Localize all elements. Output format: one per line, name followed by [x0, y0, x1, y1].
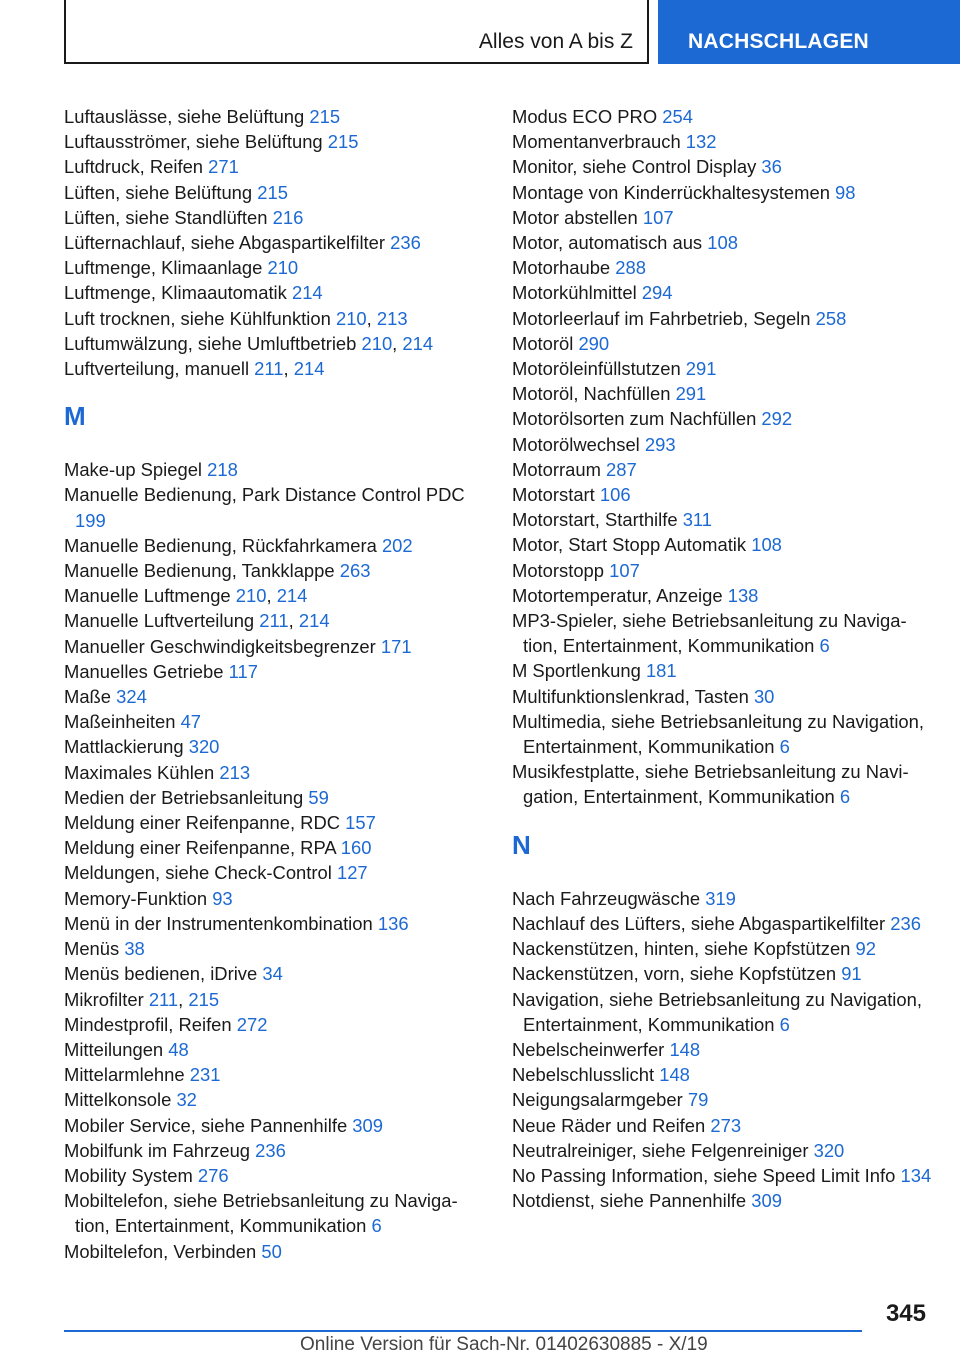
index-entry: [512, 406, 932, 431]
index-entry-term: Mobiltelefon, Verbinden: [64, 1240, 257, 1262]
page-reference-link[interactable]: 171: [380, 635, 412, 657]
index-entry: [512, 911, 932, 936]
page-reference-link[interactable]: 30: [753, 685, 775, 707]
index-entry-term: Mobility System: [64, 1164, 193, 1186]
index-entry-term: Menü in der Instrumentenkombination: [64, 912, 373, 934]
footer-divider: [64, 1330, 862, 1332]
page-reference-link[interactable]: 215: [309, 106, 341, 127]
index-entry: [512, 709, 932, 759]
index-entry: [64, 1062, 484, 1087]
index-entry-term: Navigation, siehe Betriebsanleitung zu Navigation, Entertainment, Kommunikation: [512, 988, 922, 1035]
page-reference-link[interactable]: 157: [345, 812, 376, 834]
page-reference-link[interactable]: 79: [687, 1089, 709, 1111]
index-entry-term: Nackenstützen, vorn, siehe Kopfstützen: [512, 963, 837, 985]
index-entry: [64, 785, 484, 810]
index-entry-term: Manuelle Luftmenge: [64, 585, 231, 607]
index-entry-term: Motor abstellen: [512, 206, 638, 228]
index-entry-term: Mobiltelefon, siehe Betriebsanleitung zu Navigation, Entertainment, Kommunikation: [64, 1190, 458, 1237]
index-entry-term: Mittelarmlehne: [64, 1064, 185, 1086]
page-reference-link[interactable]: 148: [669, 1038, 701, 1060]
index-entry: [64, 810, 484, 835]
page-reference-link[interactable]: 210: [335, 307, 367, 329]
index-entry: [512, 1037, 932, 1062]
index-entry: [64, 961, 484, 986]
index-entry: [64, 709, 484, 734]
page-reference-link[interactable]: 320: [813, 1139, 845, 1161]
page-reference-link[interactable]: 292: [761, 408, 793, 430]
page-reference-link[interactable]: 91: [841, 963, 862, 985]
index-entry: [64, 280, 484, 305]
index-entry-term: Manuelle Luftverteilung: [64, 610, 255, 632]
page-reference-link[interactable]: 6: [779, 736, 790, 758]
index-entry-term: Musikfestplatte, siehe Betriebsanleitung zu Navigation, Entertainment, Kommunikation: [512, 761, 909, 808]
page-reference-link[interactable]: 271: [208, 156, 239, 178]
page-reference-link[interactable]: 263: [339, 560, 371, 582]
index-entry: [64, 1188, 484, 1238]
index-entry-term: Mikrofilter: [64, 988, 144, 1010]
page-reference-link[interactable]: 211: [254, 358, 284, 380]
page-reference-link[interactable]: 311: [682, 509, 713, 531]
index-entry-term: Luftverteilung, manuell: [64, 358, 250, 380]
page-reference-link[interactable]: 6: [779, 1013, 790, 1035]
page-reference-link[interactable]: 202: [381, 534, 413, 556]
index-entry: Manuelle Luftmenge 210, 214: [64, 585, 308, 607]
index-entry: [64, 659, 484, 684]
page-reference-link[interactable]: 98: [835, 181, 856, 203]
page-reference-link[interactable]: 276: [197, 1164, 229, 1186]
index-entry-term: Mindestprofil, Reifen: [64, 1013, 232, 1035]
index-letter-heading: M: [64, 401, 86, 432]
index-entry: [512, 684, 932, 709]
index-entry-term: Maßeinheiten: [64, 711, 176, 733]
index-entry: [64, 533, 484, 558]
index-entry: [512, 356, 932, 381]
index-entry-term: Luftausströmer, siehe Belüftung: [64, 131, 323, 153]
index-entry-term: Motorkühlmittel: [512, 282, 637, 304]
page-reference-link[interactable]: 293: [644, 433, 676, 455]
page-reference-link[interactable]: 214: [293, 358, 325, 380]
index-entry: [512, 432, 932, 457]
page-reference-link[interactable]: 258: [815, 307, 847, 329]
page-reference-link[interactable]: 215: [327, 131, 359, 153]
index-entry-term: Motorraum: [512, 458, 601, 480]
index-entry-term: Manuelle Bedienung, Tankklappe: [64, 560, 335, 582]
page-reference-link[interactable]: 132: [685, 131, 717, 153]
page-reference-link[interactable]: 93: [212, 887, 233, 909]
page-reference-link[interactable]: 291: [675, 383, 707, 405]
index-entry-term: Nebelschlusslicht: [512, 1064, 655, 1086]
index-entry-term: Medien der Betriebsanleitung: [64, 786, 304, 808]
index-entry-term: Nach Fahrzeugwäsche: [512, 887, 701, 909]
index-entry: [512, 1138, 932, 1163]
page-reference-link[interactable]: 236: [390, 232, 421, 254]
index-column-left: [64, 104, 484, 1264]
page-reference-link[interactable]: 50: [261, 1240, 282, 1262]
index-entry-term: Luftdruck, Reifen: [64, 156, 204, 178]
index-entry-term: Maße: [64, 686, 112, 708]
page-reference-link[interactable]: 6: [371, 1215, 382, 1237]
page-reference-link[interactable]: 319: [705, 887, 736, 909]
index-entry: [512, 129, 932, 154]
index-letter-heading: N: [512, 829, 531, 860]
index-entry-term: Motorölsorten zum Nachfüllen: [512, 408, 757, 430]
page-reference-link[interactable]: 215: [188, 988, 220, 1010]
page-reference-link[interactable]: 36: [761, 156, 782, 178]
index-entry: [64, 1037, 484, 1062]
index-entry-term: Motorleerlauf im Fahrbetrieb, Segeln: [512, 307, 811, 329]
index-entry-term: Manuelle Bedienung, Park Distance Control PDC: [64, 484, 465, 506]
index-entry-term: Luftauslässe, siehe Belüftung: [64, 106, 305, 127]
index-entry-term: No Passing Information, siehe Speed Limit Info: [512, 1164, 896, 1186]
page-reference-link[interactable]: 59: [308, 786, 329, 808]
index-entry: [64, 1087, 484, 1112]
page-reference-link[interactable]: 236: [890, 912, 921, 934]
index-entry: [512, 331, 932, 356]
index-entry-term: Motoröl: [512, 332, 574, 354]
index-entry-term: Manuelle Bedienung, Rückfahrkamera: [64, 534, 377, 556]
index-entry: [64, 936, 484, 961]
page-reference-link[interactable]: 127: [336, 862, 368, 884]
index-entry-term: Luftumwälzung, siehe Umluftbetrieb: [64, 332, 357, 354]
index-entry-term: Make-up Spiegel: [64, 459, 203, 481]
index-entry: [64, 154, 484, 179]
page-reference-link[interactable]: 214: [402, 332, 434, 354]
index-column-right: [512, 104, 932, 1213]
index-entry: [64, 482, 484, 532]
index-entry: [512, 1087, 932, 1112]
page-reference-link[interactable]: 92: [855, 938, 876, 960]
page-reference-link[interactable]: 148: [659, 1064, 690, 1086]
index-entry: [64, 230, 484, 255]
page-reference-link[interactable]: 32: [176, 1089, 197, 1111]
index-entry: [512, 1163, 932, 1188]
page-reference-link[interactable]: 138: [727, 584, 759, 606]
index-entry: [512, 205, 932, 230]
page-reference-link[interactable]: 210: [267, 257, 299, 279]
page-reference-link[interactable]: 211: [148, 988, 179, 1010]
page-reference-link[interactable]: 108: [707, 232, 738, 254]
index-entry: [512, 608, 932, 658]
page-reference-link[interactable]: 210: [235, 585, 267, 607]
index-entry-term: Modus ECO PRO: [512, 106, 658, 127]
index-entry-term: Motorstopp: [512, 559, 604, 581]
index-entry: [64, 129, 484, 154]
index-entry: [512, 154, 932, 179]
page-reference-link[interactable]: 213: [219, 761, 251, 783]
page-reference-link[interactable]: 106: [599, 484, 631, 506]
index-entry: [512, 280, 932, 305]
index-entry: [512, 886, 932, 911]
index-entry-term: Neue Räder und Reifen: [512, 1114, 706, 1136]
index-entry: [64, 860, 484, 885]
index-entry-term: Montage von Kinderrückhaltesystemen: [512, 181, 830, 203]
page-reference-link[interactable]: 320: [188, 736, 220, 758]
page-reference-link[interactable]: 117: [228, 660, 258, 682]
index-entry-term: Lüfternachlauf, siehe Abgaspartikelfilter: [64, 232, 386, 254]
page-reference-link[interactable]: 291: [685, 358, 717, 380]
index-entry-term: Multifunktionslenkrad, Tasten: [512, 685, 749, 707]
index-entry-term: Lüften, siehe Standlüften: [64, 206, 268, 228]
page-reference-link[interactable]: 199: [75, 509, 106, 531]
page-reference-link[interactable]: 272: [236, 1013, 268, 1035]
index-entry: [512, 104, 932, 129]
index-entry-term: Maximales Kühlen: [64, 761, 215, 783]
index-entry: [64, 1239, 484, 1264]
index-entry-term: Neutralreiniger, siehe Felgenreiniger: [512, 1139, 809, 1161]
index-entry: [512, 583, 932, 608]
index-entry: [512, 658, 932, 683]
page-reference-link[interactable]: 48: [168, 1038, 189, 1060]
page-reference-link[interactable]: 273: [710, 1114, 742, 1136]
index-entry: [64, 684, 484, 709]
header-title-box: [64, 0, 649, 64]
index-entry-term: Manueller Geschwindigkeitsbegrenzer: [64, 635, 376, 657]
index-entry: [64, 886, 484, 911]
index-entry: [64, 1012, 484, 1037]
page-reference-link[interactable]: 181: [645, 660, 677, 682]
page-reference-link[interactable]: 288: [615, 257, 646, 279]
index-entry: [64, 180, 484, 205]
index-entry: [512, 936, 932, 961]
page-reference-link[interactable]: 218: [207, 459, 238, 481]
index-entry-term: Motor, automatisch aus: [512, 232, 703, 254]
page-reference-link[interactable]: 34: [262, 963, 283, 985]
page-reference-link[interactable]: 290: [578, 332, 610, 354]
index-entry: [64, 1138, 484, 1163]
index-entry-term: Motorhaube: [512, 257, 611, 279]
index-entry-term: Luft trocknen, siehe Kühlfunktion: [64, 307, 331, 329]
index-entry: [512, 457, 932, 482]
page-reference-link[interactable]: 236: [255, 1139, 286, 1161]
index-entry: [512, 180, 932, 205]
page-reference-link[interactable]: 107: [642, 206, 674, 228]
index-entry: [512, 1062, 932, 1087]
index-entry: [64, 734, 484, 759]
index-entry-term: Momentanverbrauch: [512, 131, 681, 153]
index-entry: [64, 1113, 484, 1138]
page-reference-link[interactable]: 309: [751, 1190, 782, 1212]
page-reference-link[interactable]: 215: [257, 181, 288, 203]
page-reference-link[interactable]: 294: [641, 282, 673, 304]
header-section-tab[interactable]: [658, 0, 960, 64]
index-entry-term: Motoröleinfüllstutzen: [512, 358, 681, 380]
index-entry-term: Multimedia, siehe Betriebsanleitung zu Navigation, Entertainment, Kommunikation: [512, 710, 924, 758]
index-entry: [512, 987, 932, 1037]
index-entry-term: Mittelkonsole: [64, 1089, 172, 1111]
index-entry: Luftverteilung, manuell 211, 214: [64, 358, 325, 380]
index-entry: [64, 255, 484, 280]
index-entry: [512, 507, 932, 532]
index-entry-term: Mobiler Service, siehe Pannenhilfe: [64, 1114, 348, 1136]
index-entry: [512, 255, 932, 280]
page-reference-link[interactable]: 160: [340, 837, 372, 859]
index-entry: [64, 634, 484, 659]
index-entry-term: Mitteilungen: [64, 1038, 164, 1060]
page-reference-link[interactable]: 134: [900, 1164, 932, 1186]
online-version-note: Online Version für Sach-Nr. 01402630885 - X/19: [300, 1334, 708, 1355]
index-entry-term: Motorstart: [512, 484, 595, 506]
index-entry-term: Memory-Funktion: [64, 887, 208, 909]
index-entry: [512, 230, 932, 255]
index-entry: [512, 558, 932, 583]
page-reference-link[interactable]: 309: [352, 1114, 383, 1136]
index-entry-term: Motorstart, Starthilfe: [512, 509, 678, 531]
index-entry: [64, 835, 484, 860]
index-entry: [512, 1188, 932, 1213]
index-entry-term: Nachlauf des Lüfters, siehe Abgaspartikelfilter: [512, 912, 886, 934]
page-reference-link[interactable]: 107: [609, 559, 640, 581]
page-reference-link[interactable]: 108: [751, 534, 782, 556]
page-reference-link[interactable]: 214: [291, 282, 323, 304]
index-entry-term: Menüs: [64, 938, 120, 960]
index-entry: [64, 205, 484, 230]
index-entry: [512, 961, 932, 986]
index-entry: [512, 759, 932, 809]
index-entry-term: Menüs bedienen, iDrive: [64, 963, 258, 985]
index-entry: [64, 104, 484, 129]
index-entry-term: Motoröl, Nachfüllen: [512, 383, 671, 405]
page-reference-link[interactable]: 136: [377, 912, 409, 934]
page-reference-link[interactable]: 216: [272, 206, 304, 228]
index-entry-term: Monitor, siehe Control Display: [512, 156, 757, 178]
index-entry-term: Luftmenge, Klimaautomatik: [64, 282, 287, 304]
page-reference-link[interactable]: 38: [124, 938, 145, 960]
index-entry-term: Mattlackierung: [64, 736, 184, 758]
index-entry: Luftumwälzung, siehe Umluftbetrieb 210, 214: [64, 332, 434, 354]
page-reference-link[interactable]: 324: [116, 686, 147, 708]
header-section-label: NACHSCHLAGEN: [688, 30, 869, 53]
index-entry-term: Nackenstützen, hinten, siehe Kopfstützen: [512, 938, 851, 960]
page-reference-link[interactable]: 254: [662, 106, 693, 127]
page-reference-link[interactable]: 287: [606, 458, 637, 480]
page-reference-link[interactable]: 210: [361, 332, 393, 354]
index-entry-term: Notdienst, siehe Pannenhilfe: [512, 1190, 747, 1212]
index-entry: [512, 381, 932, 406]
page-reference-link[interactable]: 6: [819, 635, 830, 657]
index-entry-term: Motorölwechsel: [512, 433, 640, 455]
page-reference-link[interactable]: 6: [839, 786, 851, 808]
index-entry-term: M Sportlenkung: [512, 660, 641, 682]
index-entry-term: Neigungsalarmgeber: [512, 1089, 683, 1111]
index-entry: [512, 482, 932, 507]
index-entry: [512, 532, 932, 557]
page-number: 345: [885, 1300, 926, 1327]
index-entry-term: Meldungen, siehe Check-Control: [64, 862, 332, 884]
index-entry-term: Nebelscheinwerfer: [512, 1038, 665, 1060]
page-reference-link[interactable]: 214: [276, 585, 308, 607]
index-entry: Mikrofilter 211, 215: [64, 988, 220, 1010]
index-entry: [64, 457, 484, 482]
index-entry: Luft trocknen, siehe Kühlfunktion 210, 213: [64, 307, 408, 329]
index-entry-term: Motortemperatur, Anzeige: [512, 584, 723, 606]
page-reference-link[interactable]: 211: [259, 610, 289, 632]
index-entry: [64, 1163, 484, 1188]
page-reference-link[interactable]: 214: [298, 610, 330, 632]
page-reference-link[interactable]: 213: [376, 307, 408, 329]
index-entry-term: Meldung einer Reifenpanne, RPA: [64, 837, 336, 859]
header-title: Alles von A bis Z: [478, 30, 633, 53]
index-entry-term: Mobilfunk im Fahrzeug: [64, 1139, 251, 1161]
index-entry-term: Lüften, siehe Belüftung: [64, 181, 253, 203]
index-entry: [64, 911, 484, 936]
page-reference-link[interactable]: 47: [180, 711, 202, 733]
index-entry-term: Motor, Start Stopp Automatik: [512, 534, 747, 556]
index-entry: Manuelle Luftverteilung 211, 214: [64, 610, 330, 632]
index-entry-term: Luftmenge, Klimaanlage: [64, 257, 263, 279]
index-entry-term: MP3-Spieler, siehe Betriebsanleitung zu Navigation, Entertainment, Kommunikation: [512, 610, 907, 657]
index-entry-term: Manuelles Getriebe: [64, 660, 224, 682]
page-reference-link[interactable]: 231: [189, 1064, 221, 1086]
index-entry: [512, 306, 932, 331]
index-entry: [512, 1113, 932, 1138]
index-entry: [64, 558, 484, 583]
index-entry-term: Meldung einer Reifenpanne, RDC: [64, 812, 341, 834]
index-entry: [64, 760, 484, 785]
